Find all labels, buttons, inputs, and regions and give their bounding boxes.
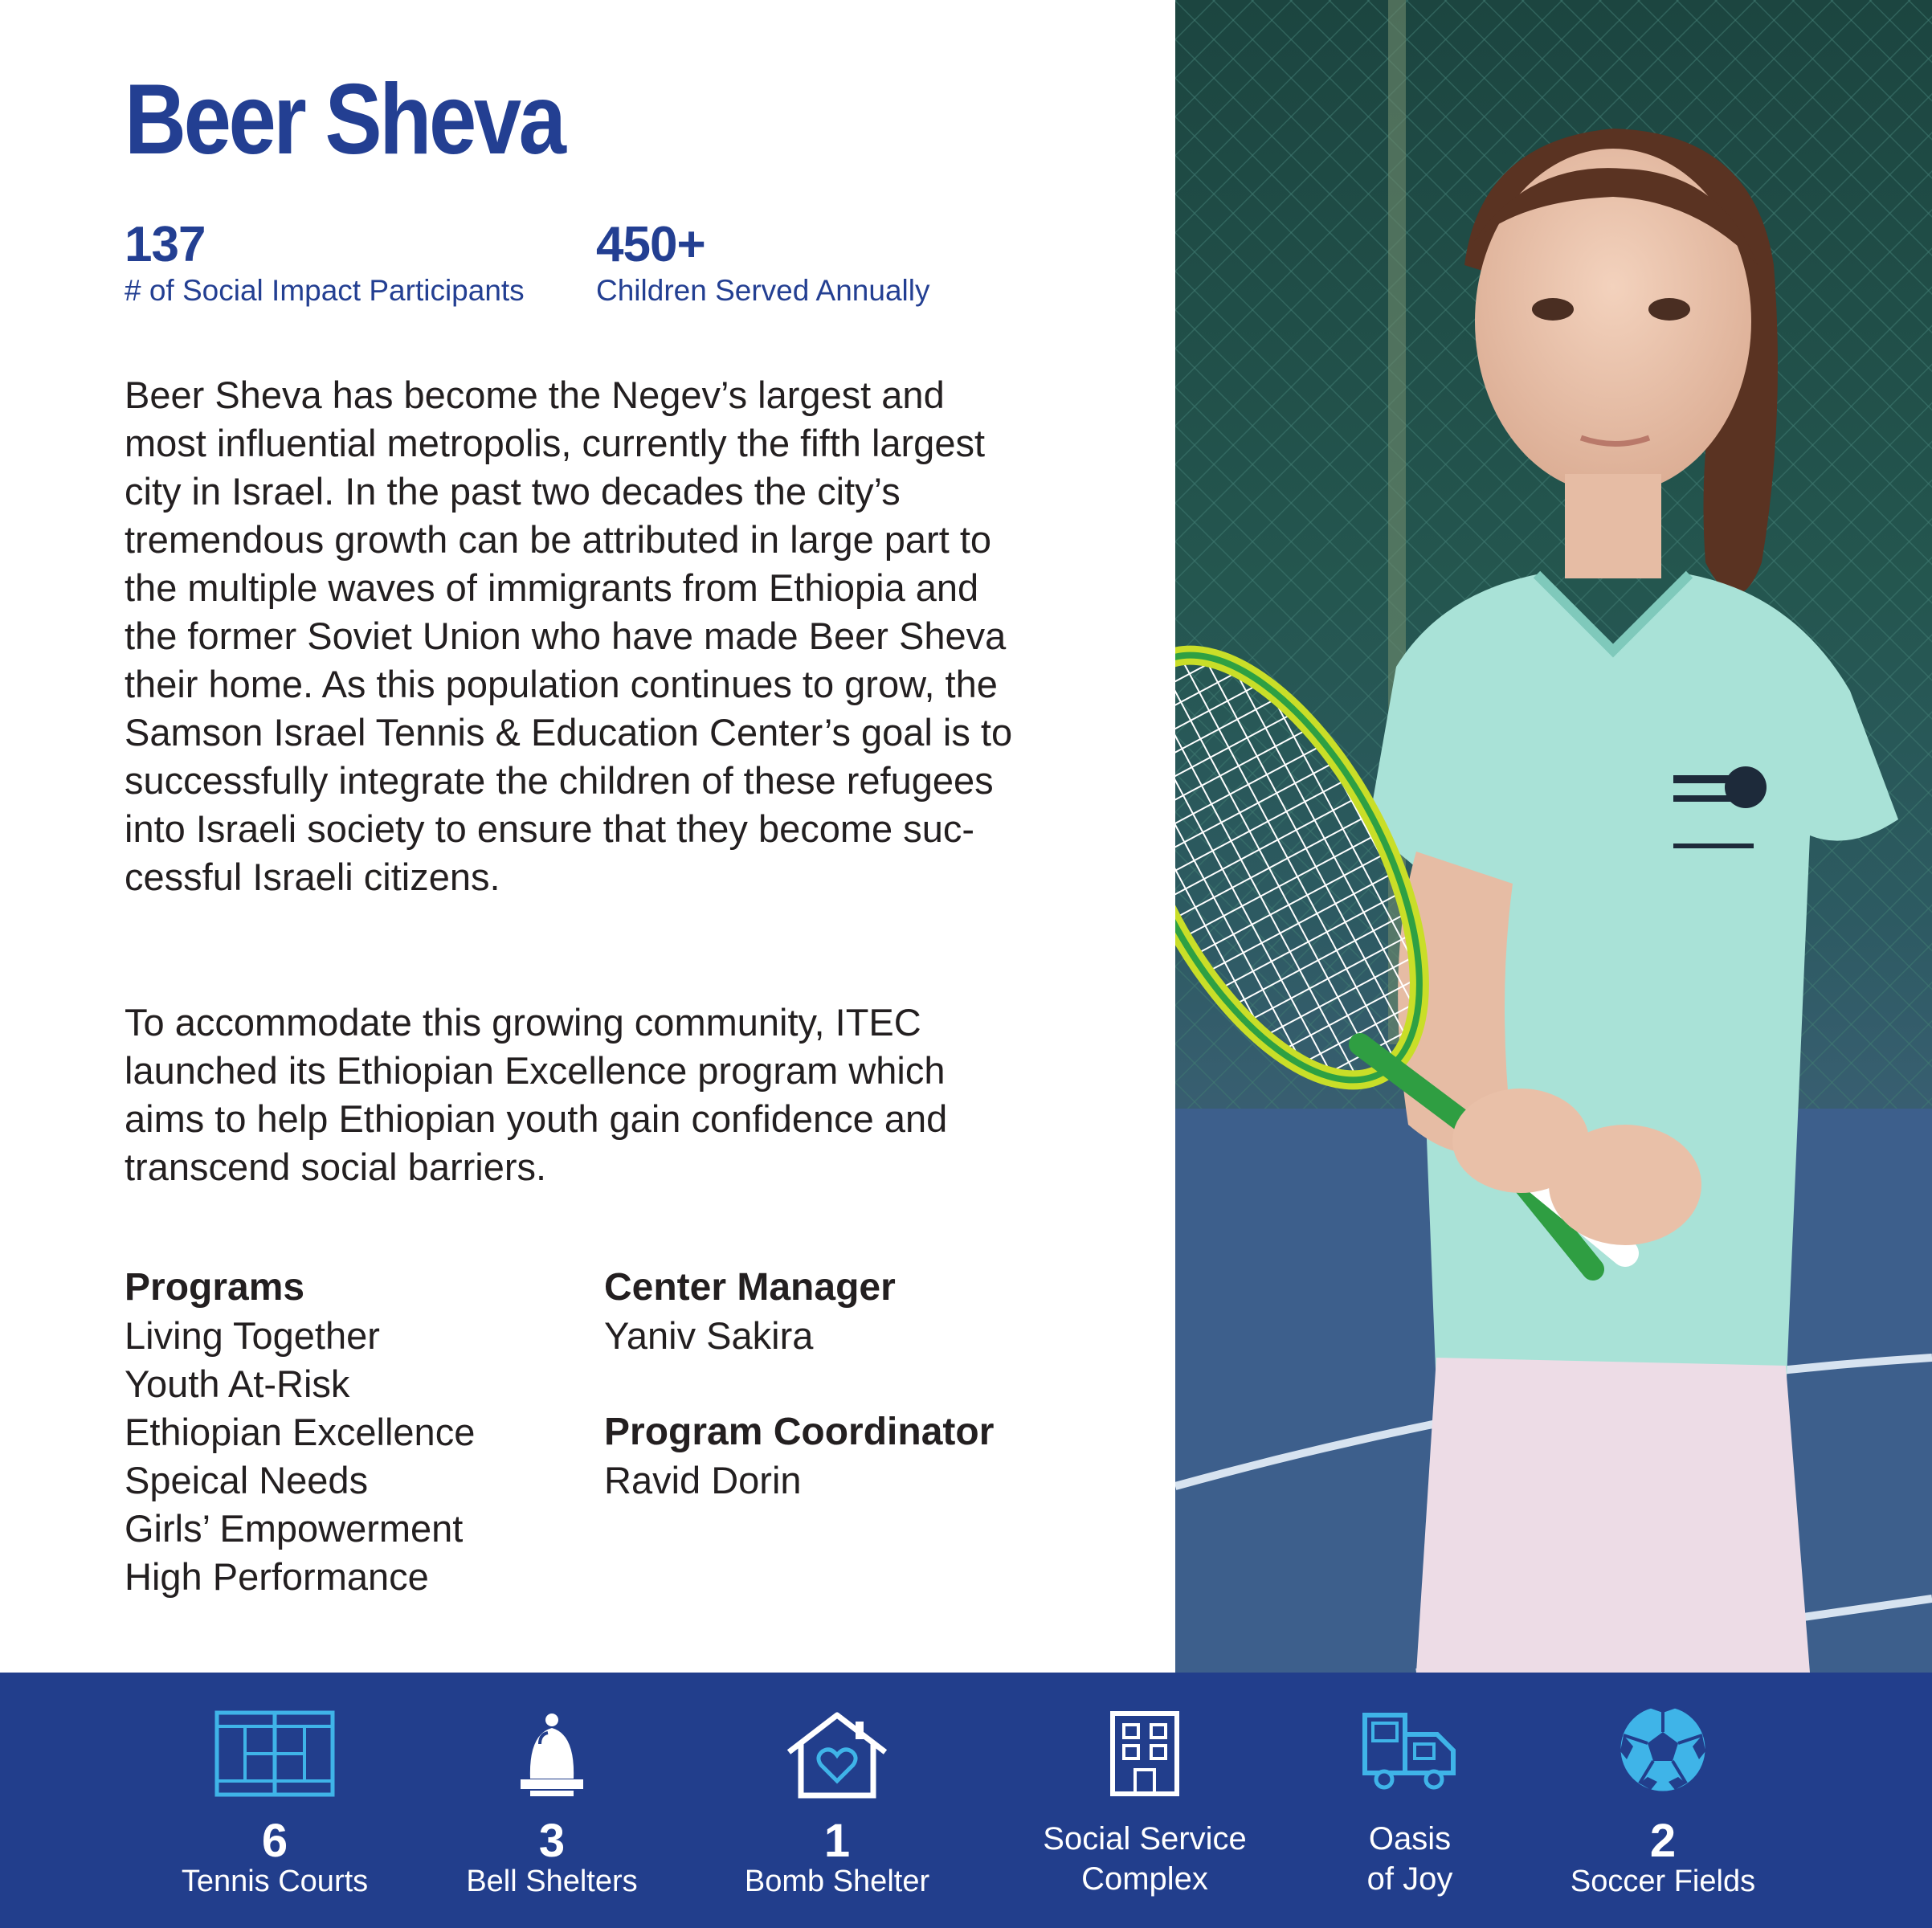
amenity-count: 6 bbox=[261, 1815, 288, 1867]
stat-children-served bbox=[596, 217, 929, 308]
building-icon bbox=[1108, 1710, 1182, 1797]
amenity-label-line1: Oasis bbox=[1368, 1821, 1452, 1857]
amenity-label: Bomb Shelter bbox=[744, 1865, 930, 1898]
amenity-label-line1: Social Service bbox=[1043, 1821, 1247, 1857]
truck-icon bbox=[1362, 1710, 1458, 1791]
page-title: Beer Sheva bbox=[125, 64, 564, 175]
amenity-oasis-of-joy bbox=[1309, 1673, 1510, 1928]
program-item: Youth At-Risk bbox=[125, 1362, 350, 1405]
programs-list bbox=[125, 1264, 475, 1601]
stat-value: 137 bbox=[125, 217, 206, 272]
stat-label: # of Social Impact Participants bbox=[125, 274, 525, 307]
soccer-ball-icon bbox=[1615, 1701, 1710, 1796]
amenity-tennis-courts bbox=[154, 1673, 395, 1928]
photo-girl-with-tennis-racket bbox=[1175, 0, 1932, 1673]
program-coordinator-name: Ravid Dorin bbox=[604, 1459, 802, 1501]
programs-heading: Programs bbox=[125, 1266, 305, 1309]
program-paragraph: To accommodate this growing community, ITEC launched its Ethiopian Excellence program which aims to help Ethiopian youth gain confidence and transcend social barriers. bbox=[125, 1001, 948, 1188]
amenity-label: Bell Shelters bbox=[466, 1865, 638, 1898]
amenity-bomb-shelter bbox=[717, 1673, 958, 1928]
amenity-label: Soccer Fields bbox=[1570, 1865, 1756, 1898]
program-coordinator bbox=[604, 1408, 994, 1505]
tennis-court-icon bbox=[214, 1710, 335, 1797]
bell-icon bbox=[516, 1710, 588, 1799]
house-heart-icon bbox=[785, 1710, 889, 1800]
amenity-count: 1 bbox=[823, 1815, 851, 1867]
amenity-label: Tennis Courts bbox=[181, 1865, 369, 1898]
program-item: Girls’ Empowerment bbox=[125, 1507, 464, 1550]
program-coordinator-heading: Program Coordinator bbox=[604, 1411, 995, 1453]
amenity-social-service-complex bbox=[1000, 1673, 1289, 1928]
amenity-label-line2: of Joy bbox=[1366, 1861, 1453, 1897]
program-item: Ethiopian Excellence bbox=[125, 1411, 476, 1453]
center-manager bbox=[604, 1264, 896, 1360]
program-item: Speical Needs bbox=[125, 1459, 369, 1501]
program-item: High Performance bbox=[125, 1555, 429, 1598]
center-manager-heading: Center Manager bbox=[604, 1266, 896, 1309]
amenity-label-line2: Complex bbox=[1081, 1861, 1208, 1897]
center-manager-name: Yaniv Sakira bbox=[604, 1314, 814, 1357]
stat-participants bbox=[125, 217, 525, 308]
amenity-count: 2 bbox=[1649, 1815, 1677, 1867]
amenity-soccer-fields bbox=[1542, 1673, 1783, 1928]
stat-label: Children Served Annually bbox=[596, 274, 930, 307]
intro-paragraph: Beer Sheva has become the Negev’s largest and most influential metropolis, currently the fifth largest city in Israel. In the past two decades the city’s tremendous growth can be attributed in large part to the multiple waves of immigrants from Ethiopia and the former Soviet Union who have made Beer Sheva their home. As this population continues to grow, the Samson Israel Tennis & Education Center’s goal is to successfully integrate the children of these refugees into Israeli society to ensure that they become successful Israeli citizens. bbox=[125, 374, 1013, 898]
program-item: Living Together bbox=[125, 1314, 380, 1357]
amenity-bell-shelters bbox=[431, 1673, 672, 1928]
stat-value: 450+ bbox=[596, 217, 705, 272]
amenity-count: 3 bbox=[538, 1815, 566, 1867]
